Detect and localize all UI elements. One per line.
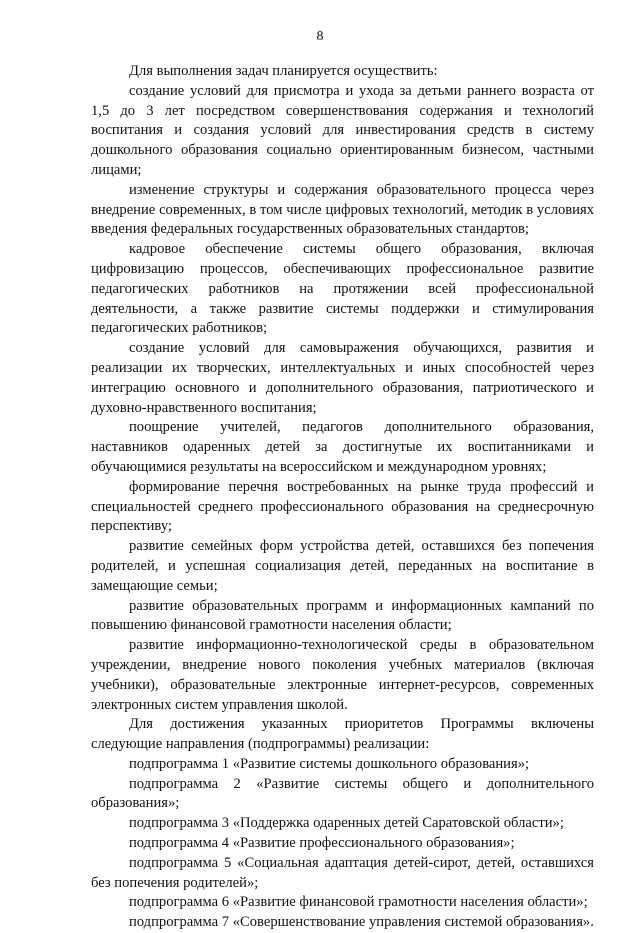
paragraph-teacher-rewards: поощрение учителей, педагогов дополнительного образования, наставников одаренных детей за достигнутые их воспитанниками и обучающимися результаты на всероссийском и международном уровнях; — [91, 419, 594, 475]
subprogram-item-1: подпрограмма 1 «Развитие системы дошкольного образования»; — [129, 755, 530, 772]
paragraph-subprograms-intro: Для достижения указанных приоритетов Программы включены следующие направления (подпрограммы) реализации: — [91, 716, 594, 753]
subprogram-item-5: подпрограмма 5 «Социальная адаптация детей-сирот, детей, оставшихся без попечения родителей»; — [91, 854, 594, 891]
subprogram-item-2: подпрограмма 2 «Развитие системы общего и дополнительного образования»; — [91, 775, 594, 812]
subprogram-item-4: подпрограмма 4 «Развитие профессионального образования»; — [129, 835, 515, 852]
paragraph-self-expression: создание условий для самовыражения обучающихся, развития и реализации их творческих, интеллектуальных и иных способностей через интеграцию основного и дополнительного образования, патриотического и духовно-нравственного воспитания; — [91, 340, 594, 416]
subprogram-item-6: подпрограмма 6 «Развитие финансовой грамотности населения области»; — [129, 894, 588, 911]
document-body — [91, 62, 594, 933]
paragraph-financial-literacy: развитие образовательных программ и информационных кампаний по повышению финансовой грамотности населения области; — [91, 597, 594, 634]
page-number: 8 — [316, 29, 324, 44]
paragraph-educational-process: изменение структуры и содержания образовательного процесса через внедрение современных, в том числе цифровых технологий, методик в условиях введения федеральных государственных образовательных стандартов; — [91, 181, 594, 238]
paragraph-family-placement: развитие семейных форм устройства детей, оставшихся без попечения родителей, и успешная социализация детей, переданных на воспитание в замещающие семьи; — [91, 538, 594, 594]
paragraph-staffing: кадровое обеспечение системы общего образования, включая цифровизацию процессов, обеспечивающих профессиональное развитие педагогических работников на протяжении всей профессиональной деятельности, а также развитие системы поддержки и стимулирования педагогических работников; — [91, 241, 594, 337]
paragraph-early-childhood: создание условий для присмотра и ухода за детьми раннего возраста от 1,5 до 3 лет посредством совершенствования содержания и технологий воспитания и создания условий для инвестирования средств в систему дошкольного образования социально ориентированным бизнесом, частными лицами; — [91, 82, 594, 178]
subprogram-item-7: подпрограмма 7 «Совершенствование управления системой образования». — [129, 914, 594, 931]
paragraph-it-environment: развитие информационно-технологической среды в образовательном учреждении, внедрение нового поколения учебных материалов (включая учебники), образовательные электронные интернет-ресурсов, современных электронных систем управления школой. — [91, 637, 594, 713]
subprogram-item-3: подпрограмма 3 «Поддержка одаренных детей Саратовской области»; — [129, 815, 564, 832]
paragraph-intro: Для выполнения задач планируется осуществить: — [129, 63, 438, 79]
paragraph-professions-list: формирование перечня востребованных на рынке труда профессий и специальностей среднего профессионального образования на среднесрочную перспективу; — [91, 478, 594, 535]
